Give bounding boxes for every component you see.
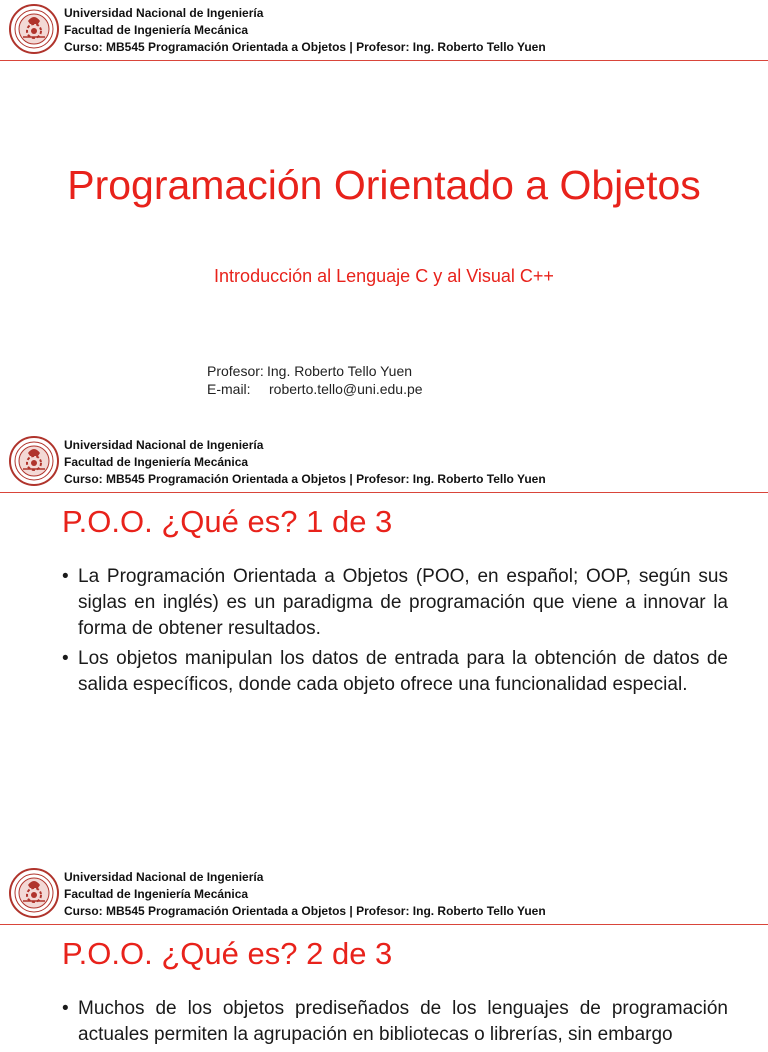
bullet-list [62, 996, 728, 1052]
header-faculty: Facultad de Ingeniería Mecánica [64, 23, 249, 37]
slide-que-es-2 [0, 864, 768, 1045]
header-university: Universidad Nacional de Ingeniería [64, 438, 264, 452]
bullet-list [62, 564, 728, 702]
bullet-icon: • [62, 998, 69, 1019]
header-text [64, 5, 546, 56]
bullet-icon: • [62, 566, 69, 587]
email-value[interactable]: roberto.tello@uni.edu.pe [269, 381, 423, 397]
bullet-icon: • [62, 648, 69, 669]
header-course: Curso: MB545 Programación Orientada a Objetos | Profesor: Ing. Roberto Tello Yuen [64, 904, 546, 918]
university-seal-icon [9, 868, 59, 918]
slide-header [0, 864, 768, 924]
email-label: E-mail: [207, 381, 251, 397]
header-text [64, 869, 546, 920]
presentation-subtitle: Introducción al Lenguaje C y al Visual C++ [214, 266, 554, 286]
professor-info [207, 362, 423, 398]
header-divider [0, 492, 768, 493]
bullet-item [62, 646, 728, 698]
slide-title-page [0, 0, 768, 432]
slide-title: P.O.O. ¿Qué es? 2 de 3 [62, 936, 393, 971]
slide-que-es-1 [0, 432, 768, 864]
header-university: Universidad Nacional de Ingeniería [64, 6, 264, 20]
header-faculty: Facultad de Ingeniería Mecánica [64, 455, 249, 469]
slide-header [0, 0, 768, 60]
university-seal-icon [9, 436, 59, 486]
slide-title: P.O.O. ¿Qué es? 1 de 3 [62, 504, 393, 539]
header-divider [0, 60, 768, 61]
header-course: Curso: MB545 Programación Orientada a Objetos | Profesor: Ing. Roberto Tello Yuen [64, 472, 546, 486]
professor-name: Ing. Roberto Tello Yuen [267, 363, 413, 379]
header-university: Universidad Nacional de Ingeniería [64, 870, 264, 884]
bullet-item [62, 996, 728, 1048]
bullet-text: La Programación Orientada a Objetos (POO, en español; OOP, según sus siglas en inglés) es un paradigma de programación que viene a innovar la forma de obtener resultados. [78, 566, 728, 639]
presentation-title: Programación Orientado a Objetos [67, 162, 701, 208]
bullet-item [62, 564, 728, 642]
header-text [64, 437, 546, 488]
bullet-text: Muchos de los objetos prediseñados de los lenguajes de programación actuales permiten la agrupación en bibliotecas o librerías, sin embargo [78, 998, 728, 1045]
header-faculty: Facultad de Ingeniería Mecánica [64, 887, 249, 901]
header-divider [0, 924, 768, 925]
header-course: Curso: MB545 Programación Orientada a Objetos | Profesor: Ing. Roberto Tello Yuen [64, 40, 546, 54]
bullet-text: Los objetos manipulan los datos de entrada para la obtención de datos de salida específicos, donde cada objeto ofrece una funcionalidad especial. [78, 648, 728, 695]
university-seal-icon [9, 4, 59, 54]
slide-header [0, 432, 768, 492]
professor-label: Profesor: [207, 363, 264, 379]
